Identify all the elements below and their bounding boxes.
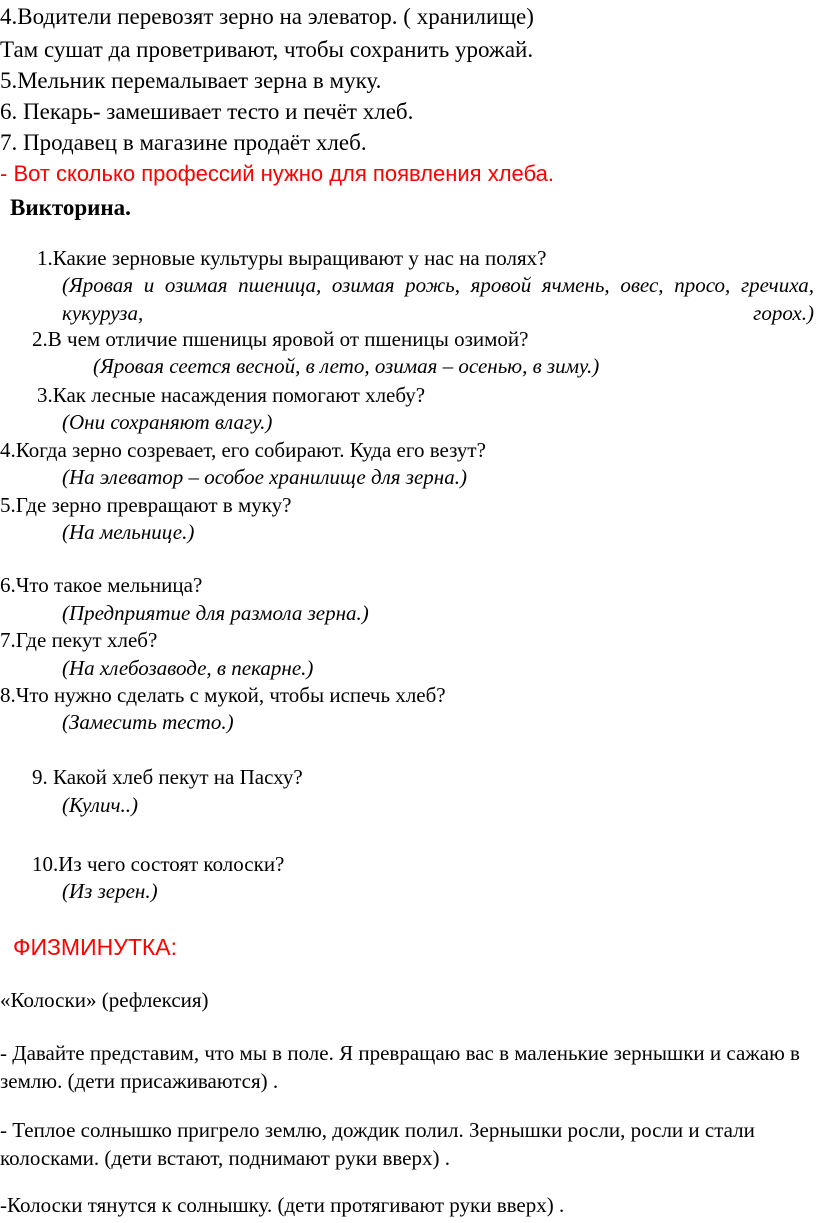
quiz-question-3: 3.Как лесные насаждения помогают хлебу?	[37, 383, 426, 407]
intro-line-4: 4.Водители перевозят зерно на элеватор. ( хранилище)	[0, 4, 534, 29]
quiz-question-4: 4.Когда зерно созревает, его собирают. Куда его везут?	[0, 438, 486, 462]
quiz-answer-9: (Кулич..)	[62, 793, 138, 817]
quiz-question-6: 6.Что такое мельница?	[0, 573, 203, 597]
quiz-answer-10: (Из зерен.)	[62, 879, 158, 903]
quiz-answer-7: (На хлебозаводе, в пекарне.)	[62, 656, 314, 680]
intro-line-7: 7. Продавец в магазине продаёт хлеб.	[0, 130, 367, 155]
fizminutka-subtitle: «Колоски» (рефлексия)	[0, 988, 209, 1012]
quiz-question-8: 8.Что нужно сделать с мукой, чтобы испечь хлеб?	[0, 683, 446, 707]
intro-conclusion: - Вот сколько профессий нужно для появления хлеба.	[0, 161, 554, 186]
fizminutka-paragraph-3: -Колоски тянутся к солнышку. (дети протягивают руки вверх) .	[0, 1193, 565, 1217]
fizminutka-paragraph-2: - Теплое солнышко пригрело землю, дождик полил. Зернышки росли, росли и стали колосками. (дети встают, поднимают руки вверх) .	[0, 1118, 755, 1170]
quiz-question-5: 5.Где зерно превращают в муку?	[0, 493, 292, 517]
quiz-answer-3: (Они сохраняют влагу.)	[62, 410, 273, 434]
intro-line-5: 5.Мельник перемалывает зерна в муку.	[0, 68, 382, 93]
quiz-answer-6: (Предприятие для размола зерна.)	[62, 601, 369, 625]
quiz-question-10: 10.Из чего состоят колоски?	[32, 852, 285, 876]
quiz-title: Викторина.	[10, 195, 131, 220]
intro-line-4b: Там сушат да проветривают, чтобы сохранить урожай.	[0, 37, 534, 62]
fizminutka-paragraph-1: - Давайте представим, что мы в поле. Я превращаю вас в маленькие зернышки и сажаю в землю. (дети присаживаются) .	[0, 1041, 800, 1093]
quiz-question-9: 9. Какой хлеб пекут на Пасху?	[32, 765, 303, 789]
intro-line-6: 6. Пекарь- замешивает тесто и печёт хлеб.	[0, 99, 414, 124]
quiz-question-2: 2.В чем отличие пшеницы яровой от пшеницы озимой?	[32, 327, 529, 351]
quiz-answer-4: (На элеватор – особое хранилище для зерна.)	[62, 465, 467, 489]
quiz-answer-2: (Яровая сеется весной, в лето, озимая – осенью, в зиму.)	[93, 354, 600, 378]
quiz-answer-8: (Замесить тесто.)	[62, 710, 234, 734]
quiz-question-1: 1.Какие зерновые культуры выращивают у нас на полях?	[37, 246, 547, 270]
quiz-answer-1: (Яровая и озимая пшеница, озимая рожь, яровой ячмень, овес, просо, гречиха, кукуруза, горох.)	[62, 273, 814, 325]
quiz-question-7: 7.Где пекут хлеб?	[0, 628, 158, 652]
quiz-answer-5: (На мельнице.)	[62, 520, 195, 544]
fizminutka-title: ФИЗМИНУТКА:	[13, 934, 177, 960]
